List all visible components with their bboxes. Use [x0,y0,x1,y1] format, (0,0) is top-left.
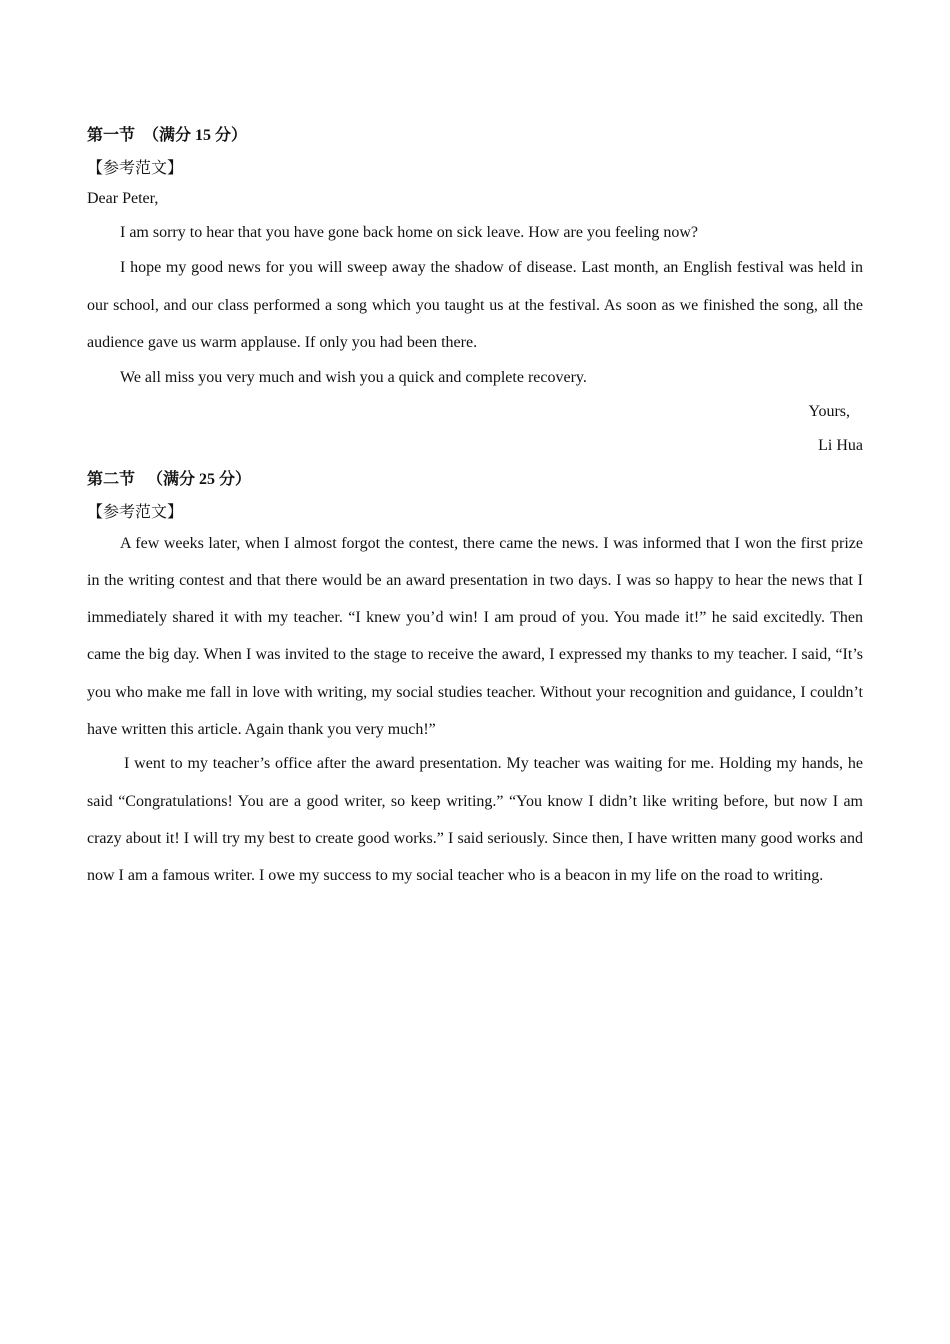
section-1-reference-label: 【参考范文】 [87,160,184,177]
letter-salutation: Dear Peter, [87,190,159,207]
letter-paragraph-2: I hope my good news for you will sweep away the shadow of disease. Last month, an English festival was held in our school, and our class performed a song which you taught us at the festival. As soon as we finished the song, all the audience gave us warm applause. If only you had been there. [87,259,863,351]
letter-paragraph-3: We all miss you very much and wish you a quick and complete recovery. [120,368,587,386]
essay-paragraph-2: I went to my teacher’s office after the award presentation. My teacher was waiting for me. Holding my hands, he said “Congratulations! You are a good writer, so keep writing.” “You know I didn’t like writing before, but now I am crazy about it! I will try my best to create good works.” I said seriously. Since then, I have written many good works and now I am a famous writer. I owe my success to my social teacher who is a beacon in my life on the road to writing. [87,755,863,885]
letter-paragraph-1: I am sorry to hear that you have gone back home on sick leave. How are you feeling now? [120,224,699,241]
section-2 [87,468,863,895]
section-2-reference-label: 【参考范文】 [87,503,184,521]
document-page [87,124,863,894]
letter-closing: Yours, [808,402,850,420]
section-2-heading: 第二节 （满分 25 分） [87,470,252,488]
essay-paragraph-1: A few weeks later, when I almost forgot the contest, there came the news. I was informed that I won the first prize in the writing contest and that there would be an award presentation in two days. I was so happy to hear the news that I immediately shared it with my teacher. “I knew you’d win! I am proud of you. You made it!” he said excitedly. Then came the big day. When I was invited to the stage to receive the award, I expressed my thanks to my teacher. I said, “It’s you who make me fall in love with writing, my social studies teacher. Without your recognition and guidance, I couldn’t have written this article. Again thank you very much!” [87,534,863,738]
section-1-heading: 第一节 （满分 15 分） [87,127,248,144]
letter-signature: Li Hua [818,436,863,454]
section-1 [87,124,863,458]
